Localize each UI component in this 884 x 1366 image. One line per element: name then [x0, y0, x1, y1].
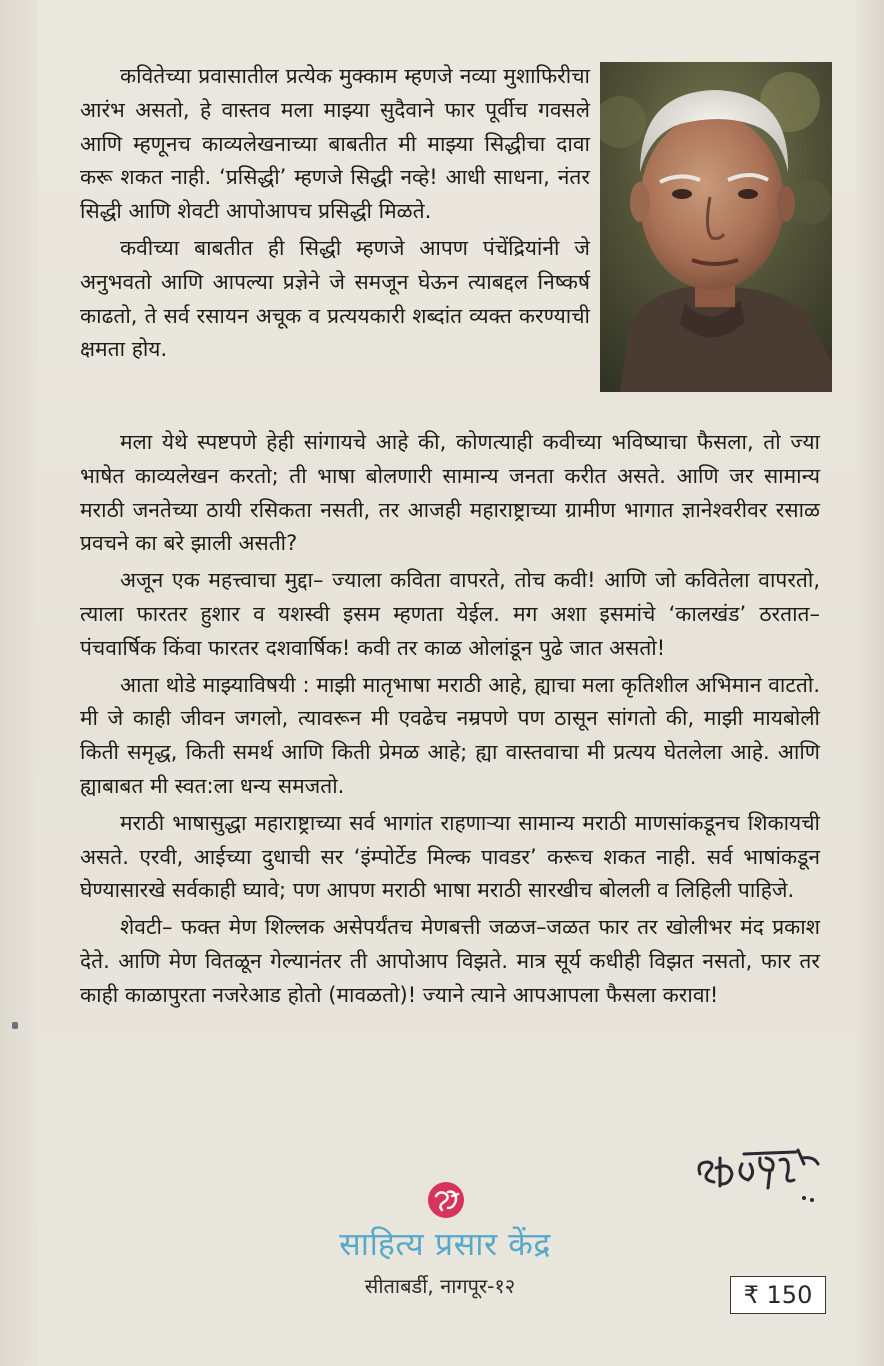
- body-paragraph: आता थोडे माझ्याविषयी : माझी मातृभाषा मराठी आहे, ह्याचा मला कृतिशील अभिमान वाटतो. मी जे काही जीवन जगलो, त्यावरून मी एवढेच नम्रपणे पण ठासून सांगतो की, माझी मायबोली किती समृद्ध, किती समर्थ आणि किती प्रेमळ आहे; ह्या वास्तवाचा मी प्रत्यय घेतलेला आहे. आणि ह्याबाबत मी स्वत:ला धन्य समजतो.: [80, 672, 820, 798]
- intro-text-block: [80, 60, 590, 367]
- body-paragraph: शेवटी– फक्त मेण शिल्लक असेपर्यंतच मेणबत्ती जळज–जळत फार तर खोलीभर मंद प्रकाश देते. आणि मेण वितळून गेल्यानंतर ती आपोआप विझते. मात्र सूर्य कधीही विझत नसतो, फार तर काही काळापुरता नजरेआड होतो (मावळतो)! ज्याने त्याने आपआपला फैसला करावा!: [80, 915, 820, 1007]
- author-photo: [600, 62, 832, 392]
- body-paragraph: मला येथे स्पष्टपणे हेही सांगायचे आहे की, कोणत्याही कवीच्या भविष्याचा फैसला, तो ज्या भाषेत काव्यलेखन करतो; ती भाषा बोलणारी सामान्य जनता करीत असते. आणि जर सामान्य मराठी जनतेच्या ठायी रसिकता नसती, तर आजही महाराष्ट्राच्या ग्रामीण भागात ज्ञानेश्वरीवर रसाळ प्रवचने का बरे झाली असती?: [80, 430, 820, 556]
- intro-paragraph: कवीच्या बाबतीत ही सिद्धी म्हणजे आपण पंचेंद्रियांनी जे अनुभवतो आणि आपल्या प्रज्ञेने जे समजून घेऊन त्याबद्दल निष्कर्ष काढतो, ते सर्व रसायन अचूक व प्रत्ययकारी शब्दांत व्यक्त करण्याची क्षमता होय.: [80, 235, 590, 362]
- signature-icon: [686, 1128, 836, 1208]
- author-portrait-image: [600, 62, 832, 392]
- cover-right-edge: [856, 0, 884, 1366]
- body-paragraph: अजून एक महत्त्वाचा मुद्दा– ज्याला कविता वापरते, तोच कवी! आणि जो कवितेला वापरतो, त्याला फारतर हुशार व यशस्वी इसम म्हणता येईल. मग अशा इसमांचे ‘कालखंड’ ठरतात– पंचवार्षिक किंवा फारतर दशवार्षिक! कवी तर काळ ओलांडून पुढे जात असतो!: [80, 568, 820, 660]
- cover-left-edge: [0, 0, 38, 1366]
- author-signature: [686, 1128, 836, 1208]
- price-tag: ₹ 150: [730, 1276, 826, 1314]
- body-text-block: [80, 426, 820, 1013]
- intro-paragraph: कवितेच्या प्रवासातील प्रत्येक मुक्काम म्हणजे नव्या मुशाफिरीचा आरंभ असतो, हे वास्तव मला माझ्या सुदैवाने फार पूर्वीच गवसले आणि म्हणूनच काव्यलेखनाच्या बाबतीत मी माझ्या सिद्धीचा दावा करू शकत नाही. ‘प्रसिद्धी’ म्हणजे सिद्धी नव्हे! आधी साधना, नंतर सिद्धी आणि शेवटी आपोआपच प्रसिद्धी मिळते.: [80, 64, 590, 224]
- publisher-name: साहित्य प्रसार केंद्र: [339, 1225, 551, 1263]
- publisher-address: सीताबर्डी, नागपूर-१२: [364, 1274, 516, 1298]
- body-paragraph: मराठी भाषासुद्धा महाराष्ट्राच्या सर्व भागांत राहणाऱ्या सामान्य मराठी माणसांकडूनच शिकायची असते. एरवी, आईच्या दुधाची सर ‘इंम्पोर्टेड मिल्क पावडर’ करूच शकत नाही. सर्व भाषांकडून घेण्यासारखे सर्वकाही घ्यावे; पण आपण मराठी भाषा मराठी सारखीच बोलली व लिहिली पाहिजे.: [80, 810, 820, 903]
- publisher-logo-icon: [426, 1180, 466, 1220]
- paper-speck: [12, 1022, 18, 1029]
- publisher-logo: [426, 1180, 466, 1220]
